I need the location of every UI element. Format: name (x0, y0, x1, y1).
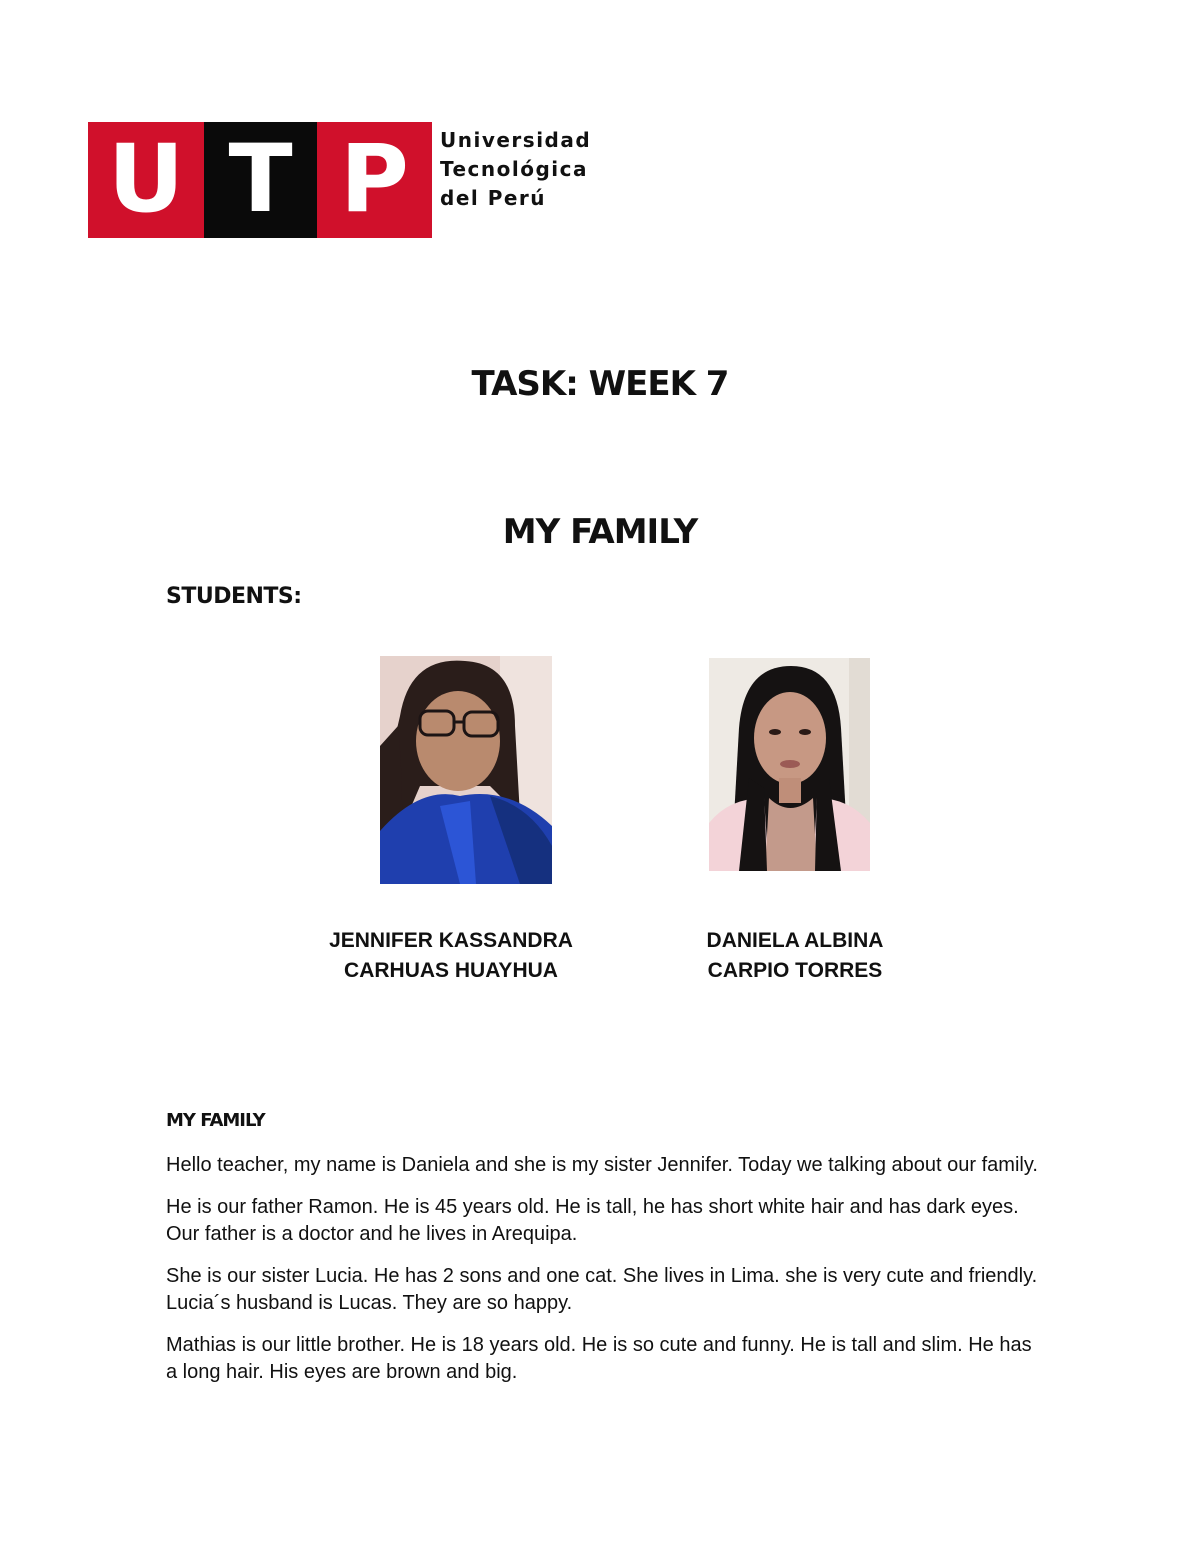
utp-logo (88, 122, 432, 238)
student-photo-jennifer (380, 656, 552, 884)
student-photo-jennifer-illustration (380, 656, 552, 884)
logo-letter-p: P (317, 122, 432, 238)
logo-name-line-1: Universidad (440, 128, 592, 152)
student-photo-daniela (709, 658, 870, 871)
student-name-daniela-line-2: CARPIO TORRES (707, 959, 883, 982)
student-name-jennifer (280, 926, 622, 986)
section-heading: MY FAMILY (166, 1110, 265, 1131)
body-text (166, 1152, 1046, 1401)
logo-name-line-3: del Perú (440, 186, 547, 210)
logo-university-name (440, 126, 591, 213)
students-label: STUDENTS: (166, 584, 302, 609)
student-name-daniela (660, 926, 930, 986)
logo-letter-t: T (204, 122, 317, 238)
student-name-jennifer-line-1: JENNIFER KASSANDRA (329, 929, 573, 952)
paragraph-sister: She is our sister Lucia. He has 2 sons and one cat. She lives in Lima. she is very cute and friendly. Lucia´s husband is Lucas. They are so happy. (166, 1265, 1038, 1314)
student-photo-daniela-illustration (709, 658, 870, 871)
student-name-daniela-line-1: DANIELA ALBINA (706, 929, 884, 952)
paragraph-father: He is our father Ramon. He is 45 years old. He is tall, he has short white hair and has dark eyes. Our father is a doctor and he lives in Arequipa. (166, 1196, 1019, 1245)
paragraph-brother: Mathias is our little brother. He is 18 years old. He is so cute and funny. He is tall and slim. He has a long hair. His eyes are brown and big. (166, 1334, 1032, 1383)
paragraph-intro: Hello teacher, my name is Daniela and she is my sister Jennifer. Today we talking about our family. (166, 1154, 1038, 1176)
logo-name-line-2: Tecnológica (440, 157, 589, 181)
logo-letter-u: U (88, 122, 204, 238)
main-title: MY FAMILY (502, 512, 698, 552)
student-name-jennifer-line-2: CARHUAS HUAYHUA (344, 959, 558, 982)
task-title: TASK: WEEK 7 (471, 364, 729, 404)
